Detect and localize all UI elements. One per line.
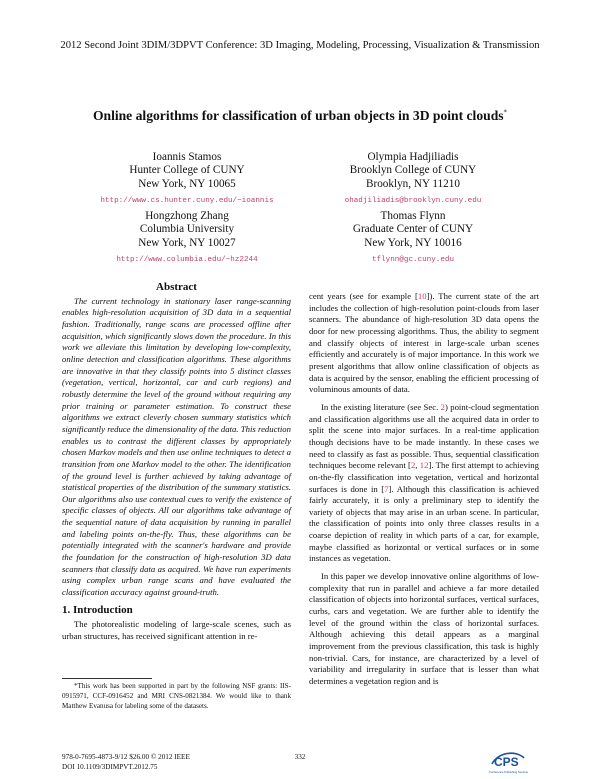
left-column [62,282,291,643]
footnote-rule [62,678,152,679]
citation-link[interactable]: 2 [410,460,416,471]
author-name: Thomas Flynn [380,210,446,222]
section-link[interactable]: 2 [440,401,445,412]
right-column [309,291,539,688]
author-email-link[interactable]: ohadjiliadis@brooklyn.cuny.edu [344,196,482,205]
page-number: 332 [294,753,306,761]
text-span: ) point-cloud segmentation and classification algorithms use all the acquired data in order to split the scene into major surfaces. In a real-time application though decisions have to be made instantly. In these cases we need to classify as fast as possible. Thus, sequential classification techniques become relevant [ [309,401,539,471]
footnote [62,682,291,711]
text-span: , [415,460,420,471]
author-block-4 [318,210,508,267]
author-block-3 [92,210,282,267]
title-text: Online algorithms for classification of urban objects in 3D point clouds [92,108,504,123]
author-email-link[interactable]: tflynn@gc.cuny.edu [371,255,455,264]
text-span: ]. The first attempt to achieving on-the-fly classification into vegetation, vertical and horizontal surfaces is done in [ [309,460,539,494]
author-address: Brooklyn, NY 11210 [366,177,460,190]
footnote-mark: * [74,682,78,690]
abstract-heading: Abstract [156,281,197,293]
author-address: New York, NY 10016 [364,236,462,249]
text-span: cent years (see for example [ [309,291,418,301]
cps-logo-letters: CPS [494,755,519,769]
author-affiliation: Columbia University [139,223,235,236]
author-affiliation: Graduate Center of CUNY [352,223,474,236]
author-block-1 [92,151,282,208]
footnote-text: This work has been supported in part by the following NSF grants: IIS-0915971, CCF-0916452 and MRI CNS-0821384. We would like to thank Matthew Evanusa for labeling some of the datasets. [62,682,291,710]
author-name: Olympia Hadjiliadis [367,151,459,163]
author-name: Hongzhong Zhang [145,210,229,222]
isbn-text: 978-0-7695-4873-9/12 $26.00 © 2012 IEEE [62,753,190,761]
author-address: New York, NY 10027 [138,236,236,249]
author-url-link[interactable]: http://www.cs.hunter.cuny.edu/~ioannis [100,196,274,205]
author-block-2 [318,151,508,208]
doi-text: DOI 10.1109/3DIMPVT.2012.75 [62,763,158,771]
right-paragraph-1 [309,291,539,396]
introduction-heading: 1. Introduction [62,603,133,616]
citation-link[interactable]: 12 [419,460,429,471]
author-address: New York, NY 10065 [138,177,236,190]
intro-paragraph: The photorealistic modeling of large-scale scenes, such as urban structures, has received significant attention in re- [62,619,291,642]
right-paragraph-2 [309,402,539,565]
paper-title [0,108,600,124]
cps-logo-icon [488,748,528,774]
text-span: ]. Although this classification is achieved fairly accurately, it is only a preliminary step to identify the variety of objects that may arise in an urban scene. In particular, the classification of points into only three classes results in a coarse depiction of reality in which parts of a car, for example, maybe classified as horizontal or vertical surfaces or in some instances as vegetation. [309,483,539,564]
text-span: In the existing literature (see Sec. [321,401,441,412]
author-url-link[interactable]: http://www.columbia.edu/~hz2244 [116,255,258,264]
abstract-text: The current technology in stationary laser range-scanning enables high-resolution acquisition of 3D data in a sequential fashion. Traditionally, range scans are processed offline after acquisition, which significantly slows down the procedure. In this work we alleviate this limitation by developing low-complexity, online detection and classification algorithms. These algorithms are innovative in that they classify points into 5 distinct classes (vegetation, vertical, horizontal, car and curb regions) and robustly determine the level of the ground without requiring any prior training or parameter estimation. To construct these algorithms we extract cleverly chosen summary statistics which significantly reduce the dimensionality of the data. This reduction enables us to contrast the different classes by appropriately chosen Markov models and then use online techniques to detect a transition from one Markov model to the other. The identification of the ground level is further achieved by taking advantage of statistical properties of the distribution of the summary statistics. Our algorithms also use contextual cues to verify the existence of specific classes of objects. All our algorithms take advantage of the sequential nature of data acquisition by running in parallel and labeling points on-the-fly. Thus, these algorithms can be potentially integrated with the scanner's hardware and provide the foundation for the construction of high-resolution 3D data scanners that classify data as acquired. We have run experiments using complex urban range scans and have evaluated the classification accuracy against ground-truth. [62,295,291,598]
author-affiliation: Hunter College of CUNY [129,164,245,177]
cps-logo-subtitle: Conference Publishing Services [489,770,528,774]
author-affiliation: Brooklyn College of CUNY [349,164,477,177]
conference-header: 2012 Second Joint 3DIM/3DPVT Conference: 3D Imaging, Modeling, Processing, Visualization & Transmission [60,40,540,51]
cps-logo [488,748,528,774]
title-footnote-mark: * [503,108,508,117]
right-paragraph-3: In this paper we develop innovative online algorithms of low-complexity that run in parallel and achieve a far more detailed classification of objects into horizontal surfaces, vertical surfaces, curbs, cars and vegetation. We are further able to identify the level of the ground within the class of horizontal surfaces. Although achieving this detail appears as a marginal improvement from the previous classification, this task is highly non-trivial. Cars, for instance, are characterized by a level of variability and irregularity in surface that is lesser than what determines a vegetation region and is [309,571,539,686]
citation-link[interactable]: 10 [417,291,427,301]
author-name: Ioannis Stamos [152,151,222,163]
footer-ids [62,752,190,772]
citation-link[interactable]: 7 [384,483,389,494]
text-span: ]). The current state of the art includes the collection of high-resolution point-clouds from laser scanners. The abundance of high-resolution 3D data opens the door for new processing algorithms. Thus, the ability to segment and classify objects of interest in large-scale urban scenes efficiently and accurately is of major importance. In this work we present algorithms that allow online classification of objects as data is acquired by the sensor, enabling the efficient processing of voluminous amounts of data. [309,291,539,395]
